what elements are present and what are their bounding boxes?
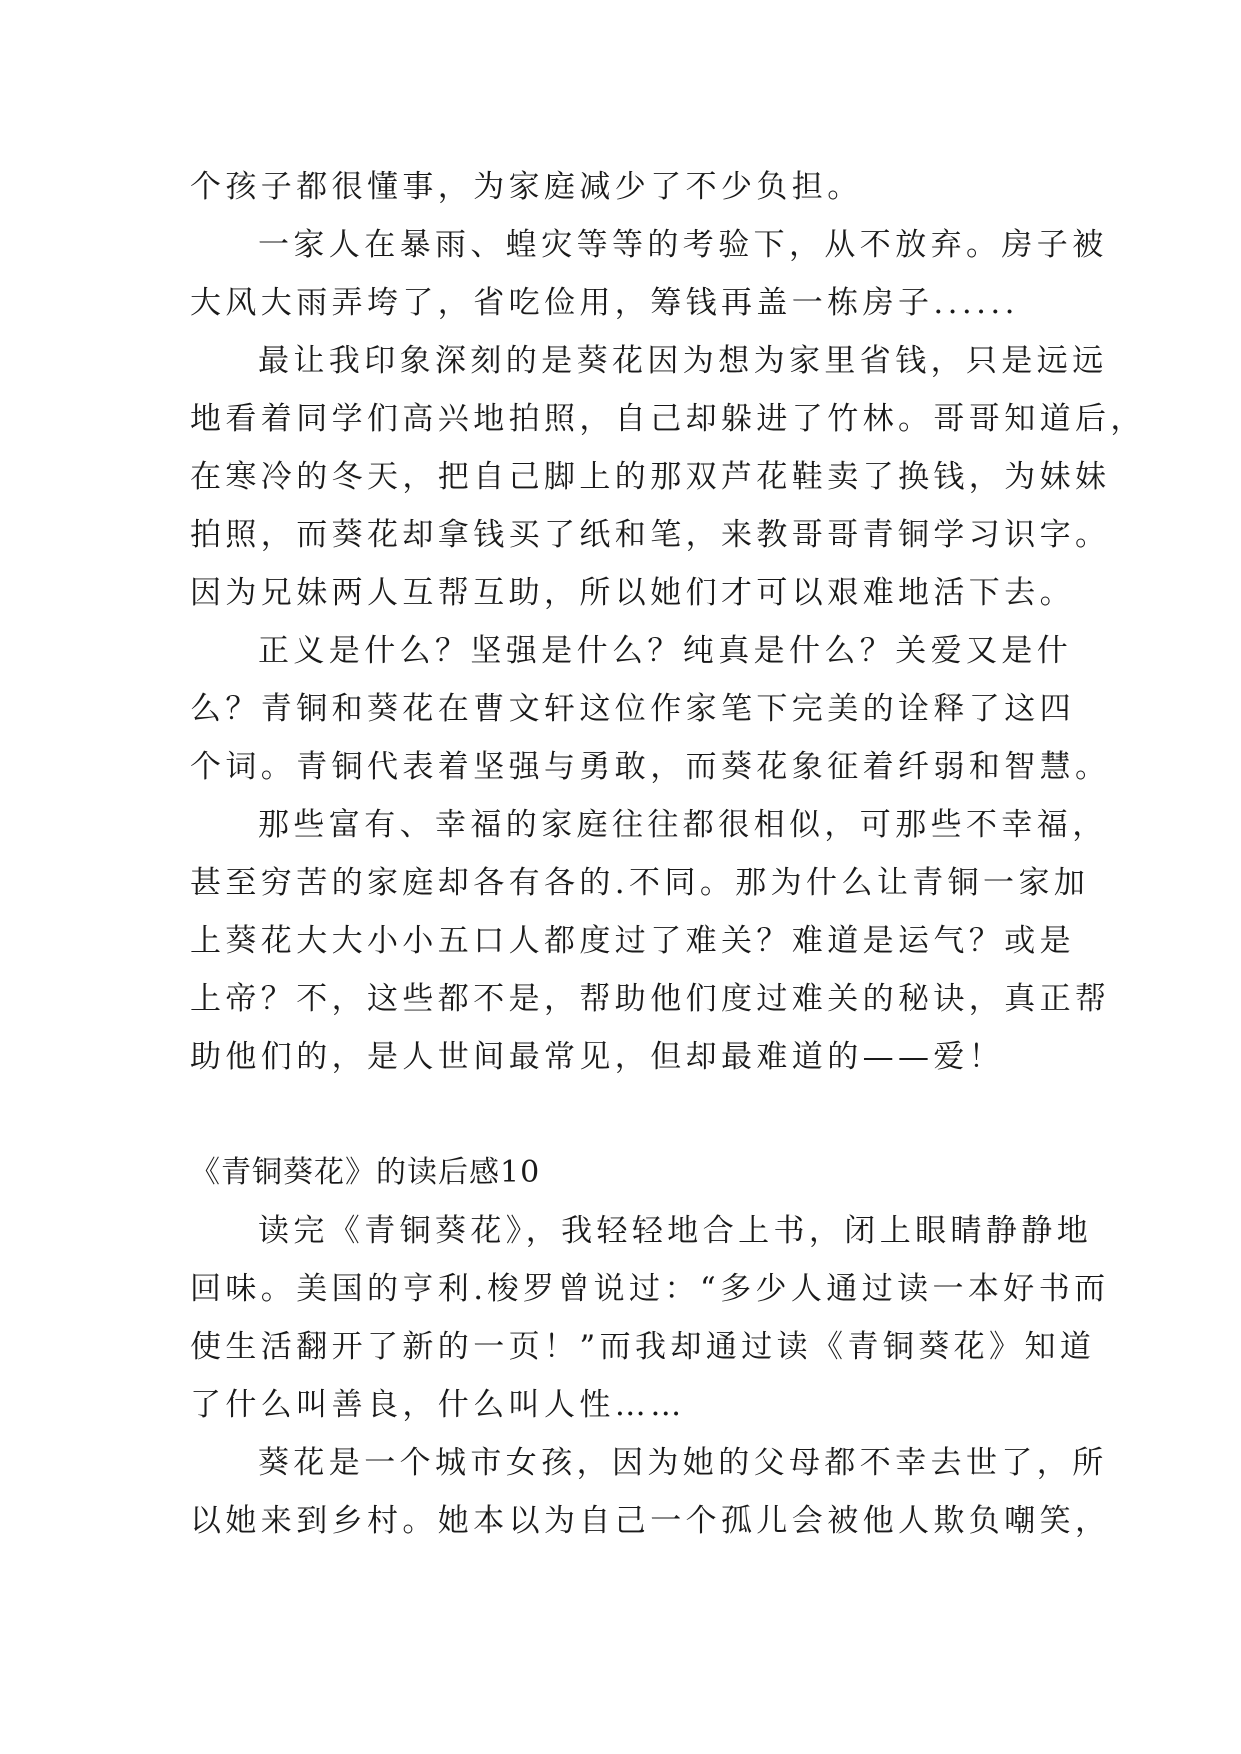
text-line: 助他们的，是人世间最常见，但却最难道的——爱！ (190, 1039, 1005, 1075)
text-line: 以她来到乡村。她本以为自己一个孤儿会被他人欺负嘲笑， (190, 1503, 1111, 1539)
text-line: 大风大雨弄垮了，省吃俭用，筹钱再盖一栋房子...... (190, 285, 1019, 321)
paragraph-start-line: 葵花是一个城市女孩，因为她的父母都不幸去世了，所 (258, 1445, 1108, 1481)
text-line: 个词。青铜代表着坚强与勇敢，而葵花象征着纤弱和智慧。 (190, 749, 1111, 785)
text-line: 个孩子都很懂事，为家庭减少了不少负担。 (190, 169, 863, 205)
text-line: 么？青铜和葵花在曹文轩这位作家笔下完美的诠释了这四 (190, 691, 1075, 727)
text-line: 因为兄妹两人互帮互助，所以她们才可以艰难地活下去。 (190, 575, 1075, 611)
text-line: 回味。美国的亨利.梭罗曾说过：“多少人通过读一本好书而 (190, 1271, 1110, 1307)
document-page (190, 158, 1146, 1550)
text-line: 地看着同学们高兴地拍照，自己却躲进了竹林。哥哥知道后， (190, 401, 1146, 437)
section-heading: 《青铜葵花》的读后感10 (190, 1155, 541, 1190)
text-line: 拍照，而葵花却拿钱买了纸和笔，来教哥哥青铜学习识字。 (190, 517, 1111, 553)
text-line: 了什么叫善良，什么叫人性…… (190, 1387, 686, 1423)
paragraph-start-line: 那些富有、幸福的家庭往往都很相似，可那些不幸福， (258, 807, 1108, 843)
text-line: 上葵花大大小小五口人都度过了难关？难道是运气？或是 (190, 923, 1075, 959)
paragraph-start-line: 读完《青铜葵花》，我轻轻地合上书，闭上眼睛静静地 (258, 1213, 1093, 1249)
paragraph-start-line: 正义是什么？坚强是什么？纯真是什么？关爱又是什 (258, 633, 1073, 669)
text-line: 在寒冷的冬天，把自己脚上的那双芦花鞋卖了换钱，为妹妹 (190, 459, 1111, 495)
text-line: 使生活翻开了新的一页！”而我却通过读《青铜葵花》知道 (190, 1329, 1096, 1365)
text-line: 上帝？不，这些都不是，帮助他们度过难关的秘诀，真正帮 (190, 981, 1111, 1017)
paragraph-start-line: 一家人在暴雨、蝗灾等等的考验下，从不放弃。房子被 (258, 227, 1108, 263)
text-line: 甚至穷苦的家庭却各有各的.不同。那为什么让青铜一家加 (190, 865, 1090, 901)
section-gap (190, 1086, 1070, 1144)
paragraph-start-line: 最让我印象深刻的是葵花因为想为家里省钱，只是远远 (258, 343, 1108, 379)
